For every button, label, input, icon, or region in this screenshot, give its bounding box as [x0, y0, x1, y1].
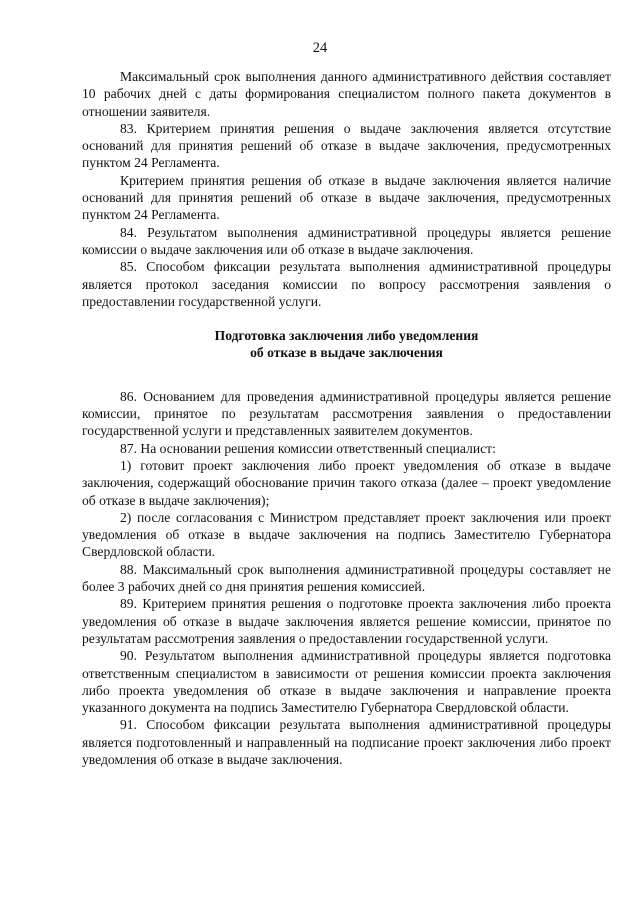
paragraph-90: 90. Результатом выполнения административной процедуры является подготовка ответственным специалистом в зависимости от решения комиссии проекта заключения либо проекта уведомления об отказе в выдаче заключения и направление проекта указанного документа на подпись Заместителю Губернатора Свердловской области. [82, 648, 611, 716]
section-heading [82, 327, 611, 362]
paragraph-91: 91. Способом фиксации результата выполнения административной процедуры является подготовленный и направленный на подписание проект заключения либо проект уведомления об отказе в выдаче заключения. [82, 717, 611, 767]
section-heading-line-1: Подготовка заключения либо уведомления [214, 328, 479, 344]
paragraph-max-term-10-days: Максимальный срок выполнения данного административного действия составляет 10 рабочих дней с даты формирования специалистом полного пакета документов в отношении заявителя. [82, 69, 611, 119]
paragraph-87-item-1: 1) готовит проект заключения либо проект уведомления об отказе в выдаче заключения, содержащий обоснование причин такого отказа (далее – проект уведомление об отказе в выдаче заключения); [82, 457, 611, 508]
spacer [82, 362, 611, 388]
paragraph-88: 88. Максимальный срок выполнения административной процедуры составляет не более 3 рабочих дней со дня принятия решения комиссией. [82, 561, 611, 595]
paragraph-83: 83. Критерием принятия решения о выдаче заключения является отсутствие оснований для принятия решений об отказе в выдаче заключения, предусмотренных пунктом 24 Регламента. [82, 120, 611, 171]
document-body [82, 68, 611, 768]
paragraph-87-item-2: 2) после согласования с Министром представляет проект заключения или проект уведомления об отказе в выдаче заключения на подпись Заместителю Губернатора Свердловской области. [82, 509, 611, 560]
paragraph-84: 84. Результатом выполнения административной процедуры является решение комиссии о выдаче заключения или об отказе в выдаче заключения. [82, 224, 611, 257]
section-heading-line-2: об отказе в выдаче заключения [250, 345, 443, 361]
paragraph-86: 86. Основанием для проведения административной процедуры является решение комиссии, принятое по результатам рассмотрения заявления о предоставлении государственной услуги и представленных заявителем документов. [82, 388, 611, 439]
spacer [82, 310, 611, 327]
paragraph-refusal-criterion: Критерием принятия решения об отказе в выдаче заключения является наличие оснований для принятия решений об отказе в выдаче заключения, предусмотренных пунктом 24 Регламента. [82, 172, 611, 223]
page-number: 24 [312, 40, 328, 56]
paragraph-89: 89. Критерием принятия решения о подготовке проекта заключения либо проекта уведомления об отказе в выдаче заключения является решение комиссии, принятое по результатам рассмотрения заявления о предоставлении государственной услуги. [82, 596, 611, 646]
paragraph-87: 87. На основании решения комиссии ответственный специалист: [120, 440, 496, 456]
paragraph-85: 85. Способом фиксации результата выполнения административной процедуры является протокол заседания комиссии по вопросу рассмотрения заявления о предоставлении государственной услуги. [82, 259, 611, 309]
